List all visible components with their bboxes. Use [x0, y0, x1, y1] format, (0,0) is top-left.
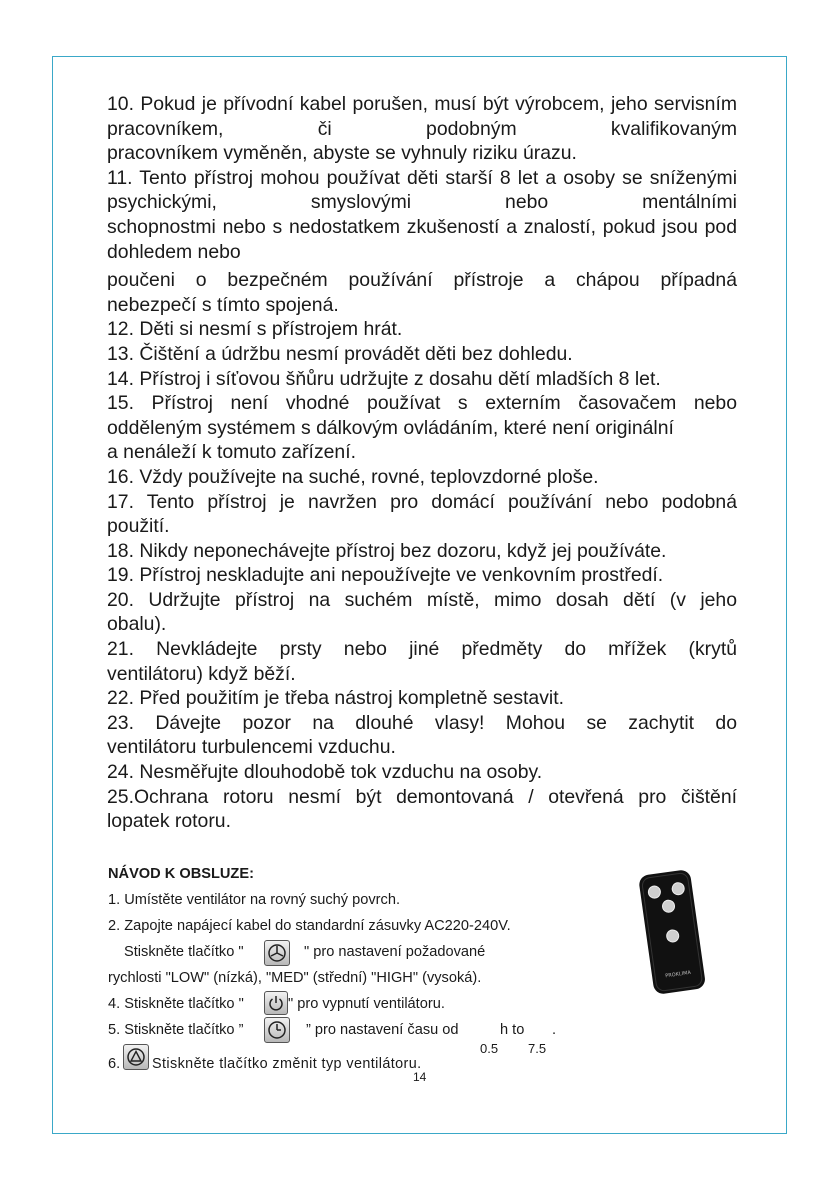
manual-step-4-start: 4. Stiskněte tlačítko " [108, 996, 244, 1012]
manual-step-4-end: " pro vypnutí ventilátoru. [288, 996, 445, 1012]
list-item: 11. Tento přístroj mohou používat děti starší 8 let a osoby se sníženými psychickými, smyslovými nebo mentálními schopnostmi nebo s nedostatkem zkušeností a znalostí, pokud jsou pod dohledem nebo [107, 166, 737, 263]
list-item: 15. Přístroj není vhodné používat s externím časovačem nebo odděleným systémem s dálkovým ovládáním, které není originální a nenáleží k tomuto zařízení. [107, 392, 737, 464]
time-min: 0.5 [480, 1041, 499, 1056]
timer-icon [264, 1017, 290, 1043]
list-item: 23. Dávejte pozor na dlouhé vlasy! Mohou se zachytit do ventilátoru turbulencemi vzduchu. [107, 711, 737, 759]
list-item: 16. Vždy používejte na suché, rovné, teplovzdorné ploše. [107, 465, 599, 488]
power-icon [264, 991, 288, 1015]
remote-control-image [632, 866, 712, 996]
list-item: 14. Přístroj i síťovou šňůru udržujte z dosahu dětí mladších 8 let. [107, 367, 661, 390]
list-item: 20. Udržujte přístroj na suchém místě, mimo dosah dětí (v jeho obalu). [107, 588, 737, 636]
manual-step-5-dot: . [552, 1022, 557, 1038]
list-item: 21. Nevkládejte prsty nebo jiné předměty do mřížek (krytů ventilátoru) když běží. [107, 638, 737, 685]
remote-brand: PROKLIMA [664, 969, 692, 980]
manual-step-3-speeds: rychlosti "LOW" (nízká), "MED" (střední) "HIGH" (vysoká). [108, 970, 482, 986]
list-item: 25.Ochrana rotoru nesmí být demontovaná / otevřená pro čištění lopatek rotoru. [107, 785, 737, 833]
safety-list [107, 92, 737, 834]
list-item: 17. Tento přístroj je navržen pro domácí používání nebo podobná použití. [107, 490, 737, 538]
list-item: 10. Pokud je přívodní kabel porušen, musí být výrobcem, jeho servisním pracovníkem, či podobným kvalifikovaným pracovníkem vyměněn, abyste se vyhnuly riziku úrazu. [107, 93, 737, 165]
time-max: 7.5 [528, 1041, 547, 1056]
manual-step-1: 1. Umístěte ventilátor na rovný suchý povrch. [108, 892, 401, 908]
manual-step-6-text: Stiskněte tlačítko změnit typ ventilátoru. [152, 1056, 422, 1072]
list-item: 24. Nesměřujte dlouhodobě tok vzduchu na osoby. [107, 761, 543, 784]
manual-step-3-start: Stiskněte tlačítko " [124, 944, 244, 960]
manual-step-5-hours: h to [500, 1022, 525, 1038]
list-item: poučeni o bezpečném používání přístroje a chápou případná nebezpečí s tímto spojená. [107, 269, 737, 316]
manual-step-5-end: ” pro nastavení času od [306, 1022, 459, 1038]
list-item: 18. Nikdy neponechávejte přístroj bez dozoru, když jej používáte. [107, 539, 667, 562]
list-item: 19. Přístroj neskladujte ani nepoužívejte ve venkovním prostředí. [107, 564, 664, 587]
fan-speed-icon [264, 940, 290, 966]
list-item: 12. Děti si nesmí s přístrojem hrát. [107, 318, 403, 341]
manual-step-2: 2. Zapojte napájecí kabel do standardní zásuvky AC220-240V. [108, 918, 511, 934]
manual-step-5-start: 5. Stiskněte tlačítko ” [108, 1022, 244, 1038]
manual-heading: NÁVOD K OBSLUZE: [108, 866, 254, 882]
list-item: 13. Čištění a údržbu nesmí provádět děti bez dohledu. [107, 342, 573, 365]
manual-step-6-number: 6. [108, 1056, 121, 1072]
page-number: 14 [413, 1070, 427, 1084]
manual-step-3-end: " pro nastavení požadované [304, 944, 486, 960]
mode-icon [123, 1044, 149, 1070]
list-item: 22. Před použitím je třeba nástroj kompletně sestavit. [107, 687, 564, 710]
